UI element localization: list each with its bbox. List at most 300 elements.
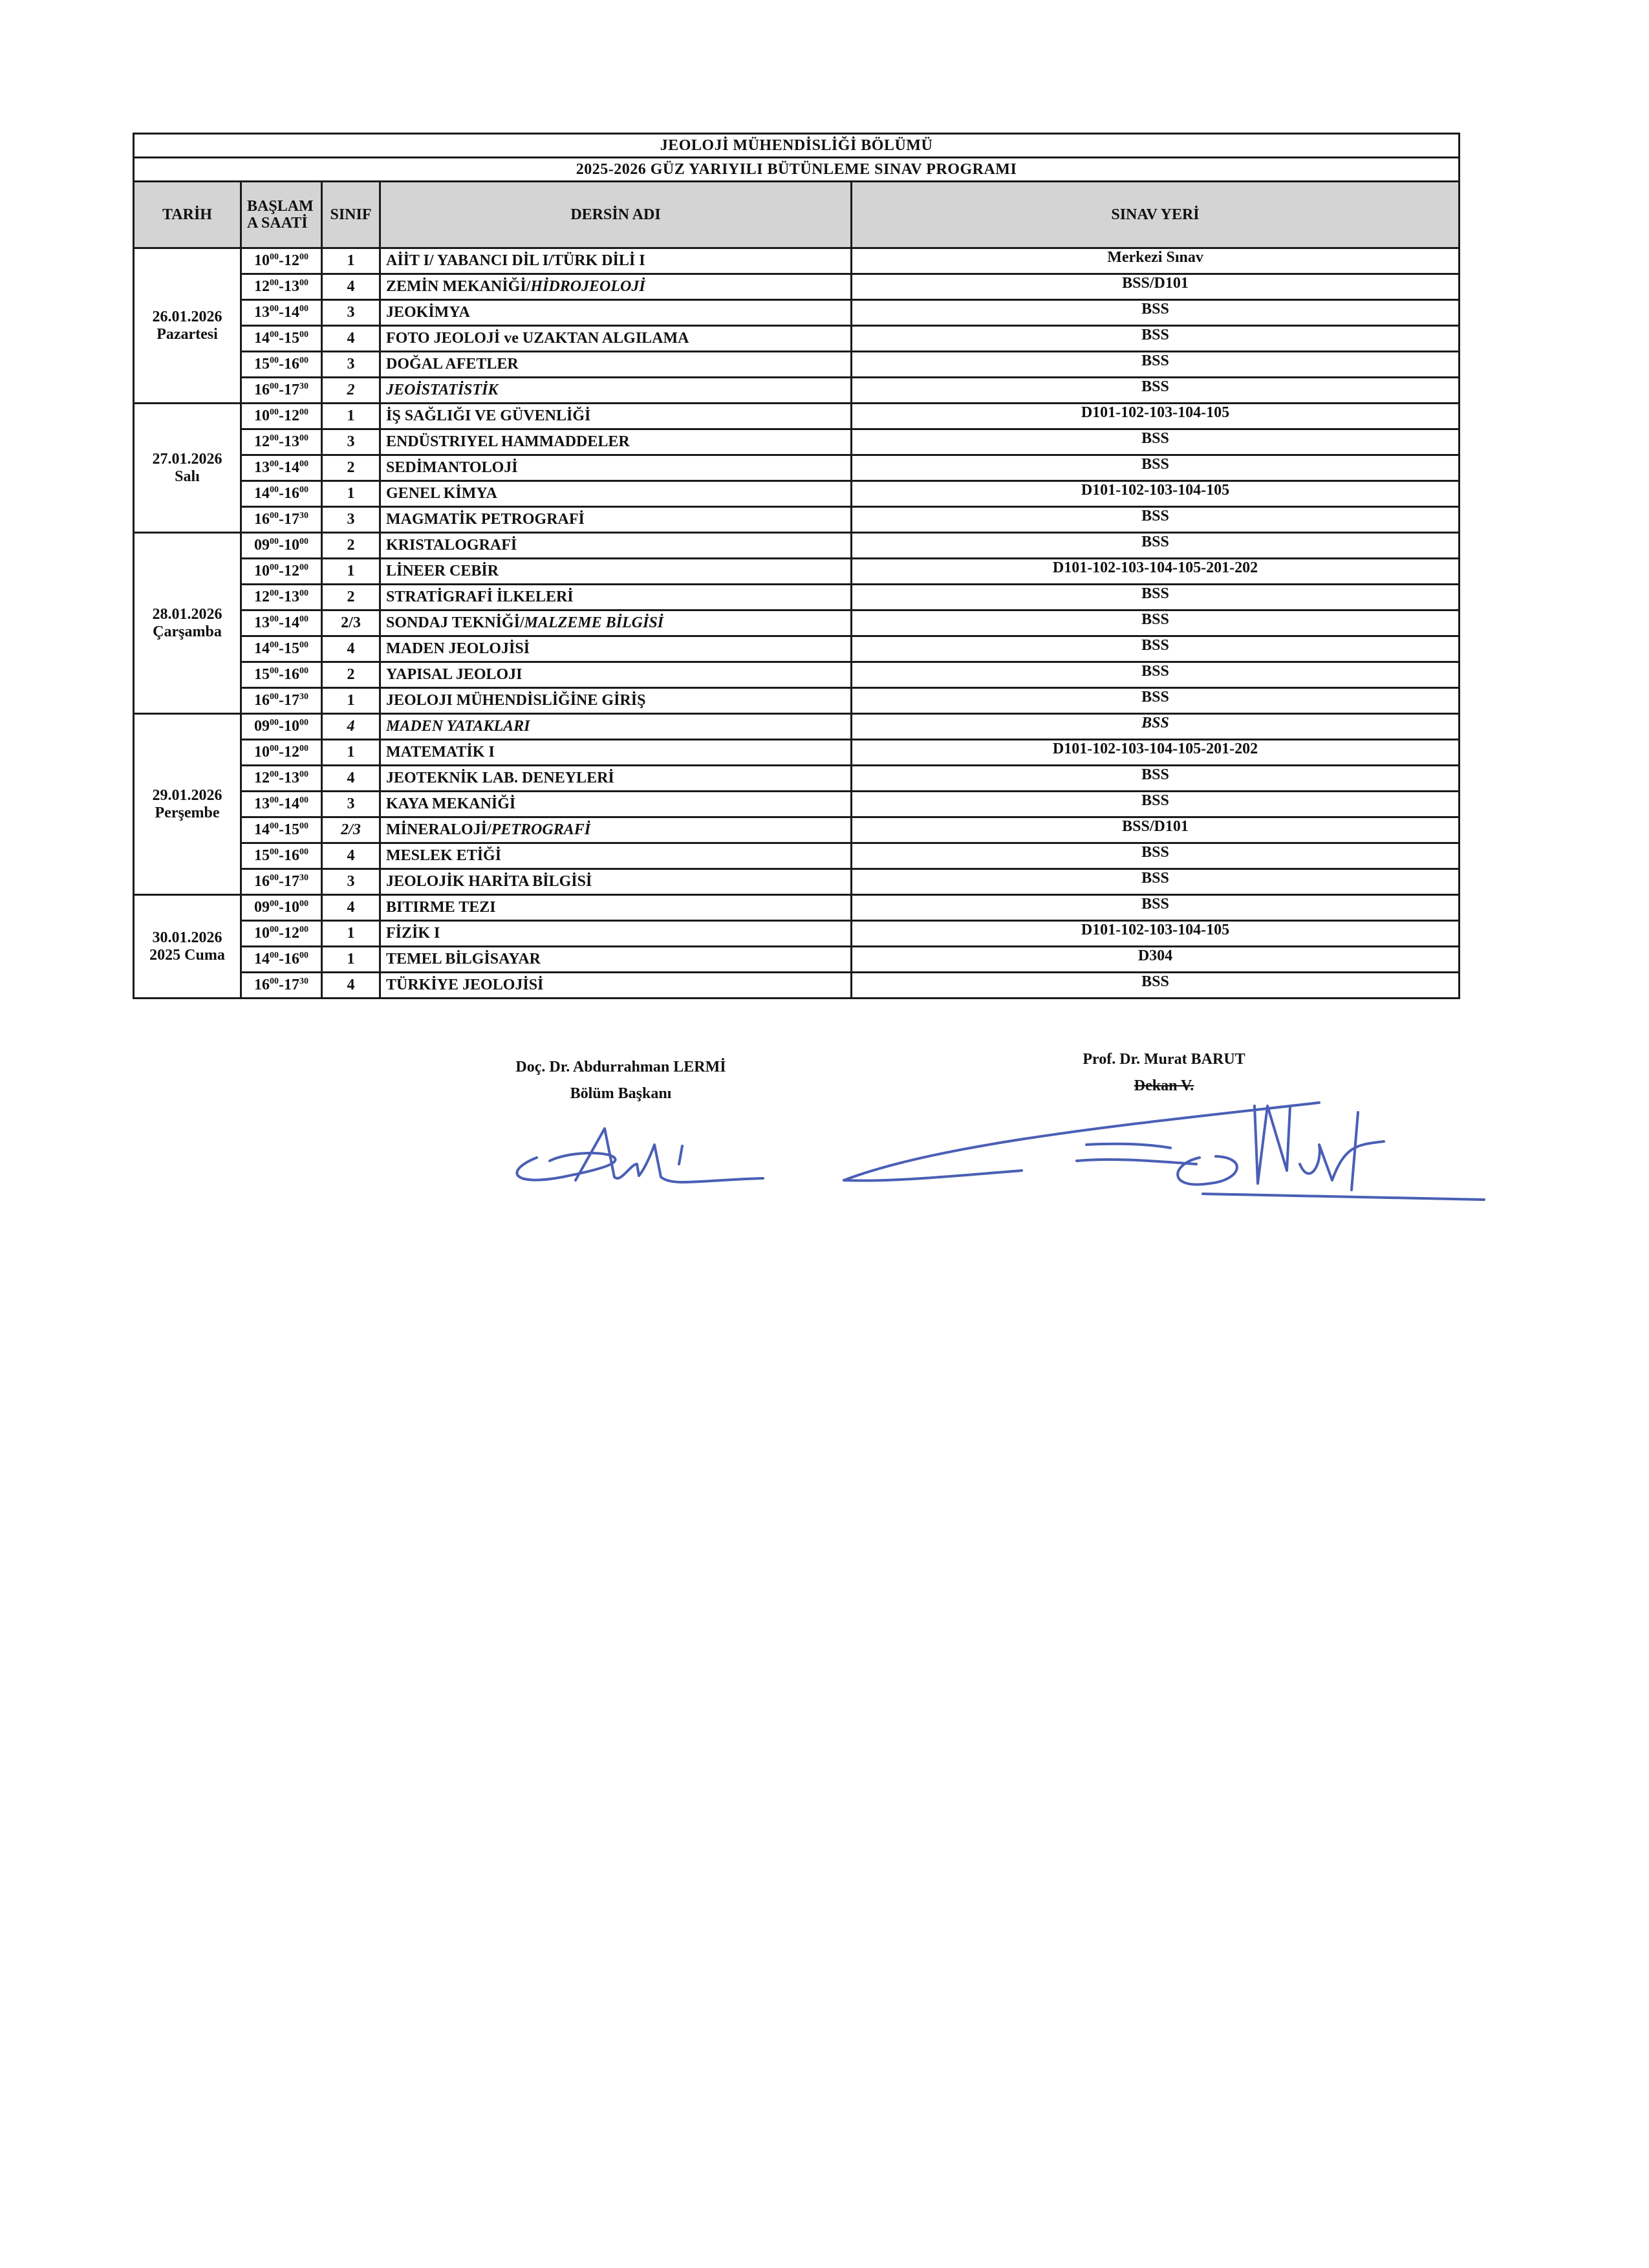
schedule-row [134, 248, 1460, 274]
end-minute: 00 [299, 537, 308, 547]
end-hour: 16 [284, 485, 299, 502]
class-year: 2 [322, 585, 380, 610]
schedule-row [134, 714, 1460, 740]
start-hour: 16 [254, 382, 270, 399]
schedule-row [134, 869, 1460, 895]
start-minute: 00 [270, 821, 279, 832]
schedule-row [134, 481, 1460, 507]
start-time: $12^{00}-13^{00}$ [241, 274, 322, 300]
exam-date-cell [134, 714, 241, 895]
class-year: 3 [322, 792, 380, 817]
start-time: $13^{00}-14^{00}$ [241, 792, 322, 817]
schedule-row [134, 973, 1460, 999]
program-title: 2025-2026 GÜZ YARIYILI BÜTÜNLEME SINAV PROGRAMI [134, 158, 1460, 182]
course-name [380, 507, 852, 533]
course-name-alternate: HİDROJEOLOJİ [530, 278, 645, 296]
start-minute: 00 [270, 511, 279, 521]
schedule-row [134, 688, 1460, 714]
exam-location: BSS [852, 507, 1460, 533]
start-minute: 00 [270, 537, 279, 547]
course-name [380, 585, 852, 610]
exam-location: BSS [852, 973, 1460, 999]
start-hour: 16 [254, 692, 270, 709]
start-hour: 09 [254, 537, 270, 554]
class-year: 3 [322, 869, 380, 895]
course-name [380, 559, 852, 585]
start-hour: 14 [254, 951, 270, 968]
course-name [380, 636, 852, 662]
course-name-primary: LİNEER CEBİR [386, 563, 499, 580]
start-hour: 14 [254, 330, 270, 347]
exam-date-cell [134, 248, 241, 404]
start-time: $12^{00}-13^{00}$ [241, 585, 322, 610]
course-name-primary: JEOTEKNİK LAB. DENEYLERİ [386, 770, 614, 787]
course-name-primary: MATEMATİK I [386, 744, 495, 761]
exam-location: BSS [852, 662, 1460, 688]
exam-location: BSS [852, 352, 1460, 378]
course-name [380, 895, 852, 921]
course-name [380, 300, 852, 326]
exam-weekday: Çarşamba [153, 623, 222, 640]
end-hour: 14 [284, 304, 299, 321]
start-time: $09^{00}-10^{00}$ [241, 714, 322, 740]
end-minute: 00 [299, 459, 308, 470]
class-year: 1 [322, 248, 380, 274]
end-minute: 00 [299, 252, 308, 263]
end-hour: 15 [284, 821, 299, 839]
start-hour: 16 [254, 977, 270, 994]
start-minute: 00 [270, 744, 279, 754]
schedule-row [134, 792, 1460, 817]
exam-location: BSS [852, 714, 1460, 740]
end-hour: 10 [284, 537, 299, 554]
exam-schedule-table [133, 133, 1460, 999]
class-year: 4 [322, 766, 380, 792]
class-year: 4 [322, 274, 380, 300]
start-hour: 12 [254, 278, 270, 296]
course-name-primary: MADEN JEOLOJİSİ [386, 640, 530, 658]
start-minute: 00 [270, 485, 279, 495]
schedule-row [134, 662, 1460, 688]
class-year: 1 [322, 404, 380, 429]
department-head-title: Bölüm Başkanı [570, 1085, 672, 1102]
start-minute: 00 [270, 795, 279, 806]
end-hour: 10 [284, 718, 299, 735]
col-header-date: TARİH [134, 182, 241, 248]
start-hour: 15 [254, 847, 270, 865]
end-hour: 12 [284, 744, 299, 761]
start-hour: 15 [254, 666, 270, 684]
start-time: $15^{00}-16^{00}$ [241, 352, 322, 378]
start-hour: 14 [254, 821, 270, 839]
class-year: 4 [322, 973, 380, 999]
schedule-row [134, 300, 1460, 326]
course-name [380, 533, 852, 559]
start-hour: 12 [254, 589, 270, 606]
schedule-row [134, 947, 1460, 973]
end-minute: 00 [299, 666, 308, 676]
end-minute: 00 [299, 614, 308, 625]
department-head-name: Doç. Dr. Abdurrahman LERMİ [515, 1059, 726, 1075]
course-name-primary: BITIRME TEZI [386, 899, 496, 916]
start-hour: 10 [254, 563, 270, 580]
course-name [380, 352, 852, 378]
start-time: $15^{00}-16^{00}$ [241, 843, 322, 869]
exam-location: BSS [852, 533, 1460, 559]
schedule-row [134, 921, 1460, 947]
start-time: $14^{00}-15^{00}$ [241, 326, 322, 352]
right-signature-strokes [844, 1103, 1484, 1200]
start-hour: 13 [254, 304, 270, 321]
start-minute: 00 [270, 925, 279, 935]
start-time: $10^{00}-12^{00}$ [241, 404, 322, 429]
start-time: $16^{00}-17^{30}$ [241, 688, 322, 714]
start-minute: 00 [270, 899, 279, 909]
class-year: 4 [322, 714, 380, 740]
exam-location: BSS [852, 895, 1460, 921]
end-minute: 00 [299, 744, 308, 754]
schedule-row [134, 817, 1460, 843]
end-hour: 15 [284, 330, 299, 347]
start-time: $16^{00}-17^{30}$ [241, 869, 322, 895]
start-time: $14^{00}-16^{00}$ [241, 481, 322, 507]
start-time: $10^{00}-12^{00}$ [241, 740, 322, 766]
exam-weekday: Salı [175, 468, 200, 485]
schedule-row [134, 352, 1460, 378]
schedule-row [134, 610, 1460, 636]
course-name-primary: DOĞAL AFETLER [386, 356, 519, 373]
schedule-row [134, 274, 1460, 300]
end-minute: 00 [299, 718, 308, 728]
end-hour: 12 [284, 925, 299, 942]
exam-date: 30.01.2026 [152, 929, 222, 947]
start-hour: 14 [254, 485, 270, 502]
end-minute: 00 [299, 485, 308, 495]
exam-location: D101-102-103-104-105-201-202 [852, 740, 1460, 766]
start-minute: 00 [270, 433, 279, 444]
exam-location: BSS [852, 455, 1460, 481]
end-minute: 00 [299, 899, 308, 909]
start-minute: 00 [270, 951, 279, 961]
schedule-row [134, 843, 1460, 869]
schedule-row [134, 378, 1460, 404]
course-name [380, 869, 852, 895]
class-year: 4 [322, 895, 380, 921]
start-time: $10^{00}-12^{00}$ [241, 559, 322, 585]
course-name-primary: TÜRKİYE JEOLOJİSİ [386, 977, 544, 994]
start-minute: 00 [270, 666, 279, 676]
end-minute: 00 [299, 304, 308, 314]
start-minute: 00 [270, 718, 279, 728]
exam-location: D101-102-103-104-105 [852, 404, 1460, 429]
class-year: 2/3 [322, 610, 380, 636]
exam-location: BSS [852, 429, 1460, 455]
exam-location: BSS [852, 636, 1460, 662]
start-time: $10^{00}-12^{00}$ [241, 921, 322, 947]
start-time: $14^{00}-16^{00}$ [241, 947, 322, 973]
start-hour: 10 [254, 407, 270, 425]
start-minute: 00 [270, 278, 279, 288]
left-signature-strokes [517, 1129, 763, 1182]
course-name [380, 378, 852, 404]
course-name-primary: JEOKİMYA [386, 304, 470, 321]
course-name [380, 326, 852, 352]
exam-location: BSS [852, 378, 1460, 404]
start-time: $14^{00}-15^{00}$ [241, 817, 322, 843]
exam-location: BSS [852, 610, 1460, 636]
start-hour: 10 [254, 252, 270, 270]
course-name [380, 248, 852, 274]
end-minute: 00 [299, 925, 308, 935]
exam-location: D304 [852, 947, 1460, 973]
col-header-start-time: BAŞLAM A SAATİ [241, 182, 322, 248]
start-minute: 00 [270, 614, 279, 625]
exam-date: 26.01.2026 [152, 308, 222, 326]
end-minute: 00 [299, 821, 308, 832]
exam-location: BSS/D101 [852, 817, 1460, 843]
end-minute: 00 [299, 407, 308, 418]
course-name-alternate: MALZEME BİLGİSİ [524, 614, 663, 632]
end-hour: 16 [284, 847, 299, 865]
schedule-row [134, 455, 1460, 481]
class-year: 2 [322, 662, 380, 688]
exam-location: BSS [852, 792, 1460, 817]
course-name [380, 429, 852, 455]
course-name-primary: YAPISAL JEOLOJI [386, 666, 523, 684]
end-hour: 12 [284, 252, 299, 270]
end-hour: 15 [284, 640, 299, 658]
course-name-primary: FOTO JEOLOJİ ve UZAKTAN ALGILAMA [386, 330, 689, 347]
department-title: JEOLOJİ MÜHENDİSLİĞİ BÖLÜMÜ [134, 134, 1460, 158]
course-name-alternate: JEOİSTATİSTİK [386, 382, 499, 399]
schedule-row [134, 404, 1460, 429]
course-name [380, 921, 852, 947]
start-time: $13^{00}-14^{00}$ [241, 455, 322, 481]
start-minute: 00 [270, 692, 279, 702]
exam-location: BSS [852, 300, 1460, 326]
class-year: 2 [322, 455, 380, 481]
course-name-primary: TEMEL BİLGİSAYAR [386, 951, 541, 968]
end-minute: 00 [299, 589, 308, 599]
course-name-primary: STRATİGRAFİ İLKELERİ [386, 589, 574, 606]
start-hour: 09 [254, 718, 270, 735]
exam-location: D101-102-103-104-105 [852, 481, 1460, 507]
start-hour: 15 [254, 356, 270, 373]
col-header-location: SINAV YERİ [852, 182, 1460, 248]
schedule-row [134, 585, 1460, 610]
course-name [380, 973, 852, 999]
start-minute: 00 [270, 873, 279, 883]
class-year: 1 [322, 688, 380, 714]
end-hour: 16 [284, 951, 299, 968]
start-hour: 13 [254, 614, 270, 632]
exam-location: BSS [852, 843, 1460, 869]
schedule-row [134, 740, 1460, 766]
start-minute: 00 [270, 459, 279, 470]
schedule-row [134, 895, 1460, 921]
end-minute: 00 [299, 278, 308, 288]
start-minute: 00 [270, 977, 279, 987]
class-year: 3 [322, 507, 380, 533]
end-minute: 30 [299, 692, 308, 702]
dean-name: Prof. Dr. Murat BARUT [1083, 1051, 1245, 1068]
end-minute: 00 [299, 356, 308, 366]
course-name [380, 792, 852, 817]
class-year: 4 [322, 843, 380, 869]
class-year: 3 [322, 352, 380, 378]
start-hour: 16 [254, 873, 270, 891]
class-year: 1 [322, 947, 380, 973]
course-name-primary: JEOLOJİK HARİTA BİLGİSİ [386, 873, 592, 891]
course-name [380, 714, 852, 740]
end-hour: 17 [284, 692, 299, 709]
class-year: 1 [322, 740, 380, 766]
class-year: 1 [322, 559, 380, 585]
start-minute: 00 [270, 382, 279, 392]
start-time: $09^{00}-10^{00}$ [241, 533, 322, 559]
start-time: $13^{00}-14^{00}$ [241, 300, 322, 326]
start-minute: 00 [270, 563, 279, 573]
course-name-primary: FİZİK I [386, 925, 440, 942]
start-hour: 14 [254, 640, 270, 658]
start-time: $16^{00}-17^{30}$ [241, 378, 322, 404]
end-hour: 17 [284, 977, 299, 994]
exam-date-cell [134, 404, 241, 533]
course-name-primary: KAYA MEKANİĞİ [386, 795, 516, 813]
end-hour: 16 [284, 356, 299, 373]
course-name [380, 817, 852, 843]
start-time: $15^{00}-16^{00}$ [241, 662, 322, 688]
exam-location: BSS [852, 869, 1460, 895]
exam-date: 27.01.2026 [152, 451, 222, 468]
end-hour: 17 [284, 511, 299, 528]
course-name-primary: KRISTALOGRAFİ [386, 537, 517, 554]
start-time: $14^{00}-15^{00}$ [241, 636, 322, 662]
start-minute: 00 [270, 330, 279, 340]
class-year: 2 [322, 378, 380, 404]
exam-location: BSS [852, 326, 1460, 352]
start-minute: 00 [270, 589, 279, 599]
end-minute: 30 [299, 511, 308, 521]
exam-weekday: Perşembe [155, 804, 220, 821]
end-hour: 13 [284, 770, 299, 787]
start-time: $13^{00}-14^{00}$ [241, 610, 322, 636]
course-name-primary: MİNERALOJİ/ [386, 821, 491, 839]
course-name [380, 481, 852, 507]
start-time: $12^{00}-13^{00}$ [241, 429, 322, 455]
start-time: $16^{00}-17^{30}$ [241, 507, 322, 533]
start-hour: 09 [254, 899, 270, 916]
course-name-primary: İŞ SAĞLIĞI VE GÜVENLİĞİ [386, 407, 591, 425]
course-name [380, 688, 852, 714]
end-hour: 13 [284, 278, 299, 296]
start-minute: 00 [270, 407, 279, 418]
schedule-row [134, 429, 1460, 455]
course-name-primary: SEDİMANTOLOJİ [386, 459, 518, 477]
end-hour: 14 [284, 795, 299, 813]
start-hour: 10 [254, 744, 270, 761]
start-hour: 12 [254, 770, 270, 787]
end-minute: 00 [299, 433, 308, 444]
end-hour: 17 [284, 382, 299, 399]
end-minute: 00 [299, 640, 308, 651]
course-name-primary: MESLEK ETİĞİ [386, 847, 502, 865]
class-year: 1 [322, 921, 380, 947]
class-year: 3 [322, 429, 380, 455]
start-time: $09^{00}-10^{00}$ [241, 895, 322, 921]
start-minute: 00 [270, 847, 279, 858]
end-hour: 12 [284, 563, 299, 580]
end-hour: 12 [284, 407, 299, 425]
course-name-primary: MAGMATİK PETROGRAFİ [386, 511, 585, 528]
col-header-course: DERSİN ADI [380, 182, 852, 248]
end-hour: 14 [284, 459, 299, 477]
start-minute: 00 [270, 770, 279, 780]
exam-date-cell [134, 533, 241, 714]
course-name [380, 662, 852, 688]
end-minute: 00 [299, 563, 308, 573]
exam-location: Merkezi Sınav [852, 248, 1460, 274]
start-hour: 10 [254, 925, 270, 942]
dean-title: Dekan V. [1134, 1077, 1194, 1094]
handwritten-signatures [491, 1067, 1526, 1222]
start-minute: 00 [270, 640, 279, 651]
exam-schedule-sheet [133, 133, 1458, 999]
end-hour: 13 [284, 433, 299, 451]
class-year: 4 [322, 326, 380, 352]
end-minute: 30 [299, 977, 308, 987]
start-hour: 16 [254, 511, 270, 528]
end-hour: 14 [284, 614, 299, 632]
start-time: $12^{00}-13^{00}$ [241, 766, 322, 792]
course-name-primary: ENDÜSTRIYEL HAMMADDELER [386, 433, 630, 451]
exam-location: BSS [852, 688, 1460, 714]
end-minute: 00 [299, 847, 308, 858]
course-name-primary: AİİT I/ YABANCI DİL I/TÜRK DİLİ I [386, 252, 645, 270]
end-hour: 17 [284, 873, 299, 891]
end-hour: 13 [284, 589, 299, 606]
class-year: 1 [322, 481, 380, 507]
end-minute: 00 [299, 795, 308, 806]
exam-location: BSS [852, 585, 1460, 610]
course-name [380, 766, 852, 792]
start-hour: 13 [254, 795, 270, 813]
exam-weekday: 2025 Cuma [149, 946, 225, 964]
start-minute: 00 [270, 252, 279, 263]
exam-location: D101-102-103-104-105 [852, 921, 1460, 947]
schedule-row [134, 326, 1460, 352]
exam-date: 29.01.2026 [152, 787, 222, 805]
course-name [380, 610, 852, 636]
start-hour: 12 [254, 433, 270, 451]
end-minute: 30 [299, 873, 308, 883]
course-name [380, 455, 852, 481]
schedule-row [134, 507, 1460, 533]
exam-date-cell [134, 895, 241, 999]
class-year: 2 [322, 533, 380, 559]
start-hour: 13 [254, 459, 270, 477]
class-year: 2/3 [322, 817, 380, 843]
exam-location: D101-102-103-104-105-201-202 [852, 559, 1460, 585]
course-name [380, 843, 852, 869]
exam-location: BSS [852, 766, 1460, 792]
course-name-alternate: MADEN YATAKLARI [386, 718, 530, 735]
start-minute: 00 [270, 304, 279, 314]
end-hour: 16 [284, 666, 299, 684]
schedule-row [134, 636, 1460, 662]
exam-location: BSS/D101 [852, 274, 1460, 300]
exam-weekday: Pazartesi [156, 325, 218, 343]
